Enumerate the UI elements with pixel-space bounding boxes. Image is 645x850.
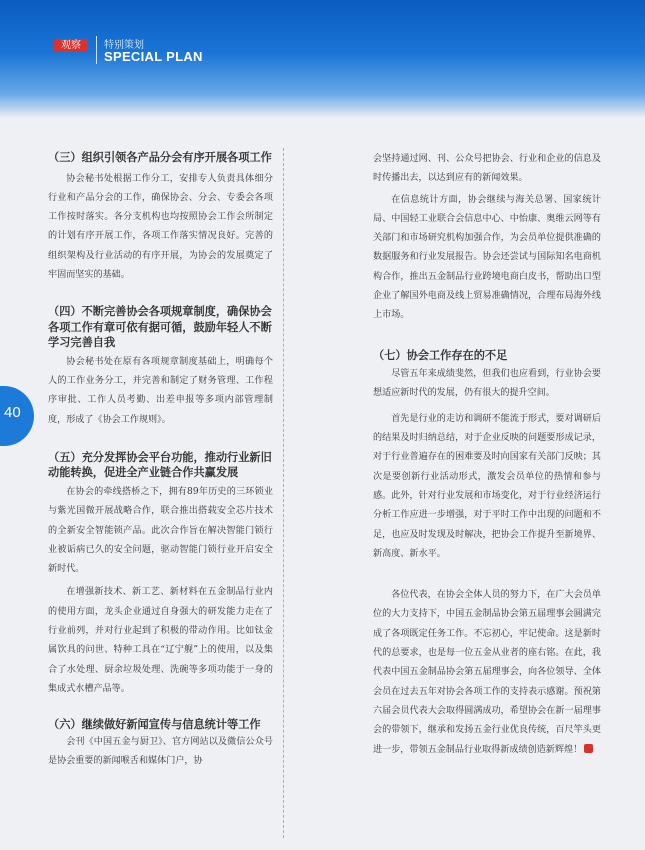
end-mark-icon xyxy=(584,744,593,753)
section-3-paragraph: 协会秘书处根据工作分工，安排专人负责具体细分行业和产品分会的工作，确保协会、分会、专委会各项工作按时落实。各分支机构也均按照协会工作会所制定的计划有序开展工作，各项工作落实情况良好。完善的组织架构及行业活动的有序开展，为协会的发展奠定了牢固而坚实的基础。 xyxy=(48,173,273,280)
section-6-paragraph-2: 在信息统计方面，协会继续与海关总署、国家统计局、中国轻工业联合会信息中心、中怡康、奥维云网等有关部门和市场研究机构加强合作，为会员单位提供准确的数据服务和行业发展报告。协会还尝试与国际知名电商机构合作，推出五金制品行业跨境电商白皮书，帮助出口型企业了解国外电商及线上贸易准确情况，合理布局海外线上市场。 xyxy=(373,194,601,321)
section-title-en: SPECIAL PLAN xyxy=(104,49,203,64)
section-7-heading: （七）协会工作存在的不足 xyxy=(373,347,508,362)
section-title-cn: 特别策划 xyxy=(104,40,144,51)
header-divider xyxy=(96,36,97,64)
section-tag: 观察 xyxy=(54,39,88,52)
right-column xyxy=(373,150,601,760)
section-4-paragraph: 协会秘书处在原有各项规章制度基础上，明确每个人的工作业务分工，并完善和制定了财务管理、工作程序审批、工作人员考勤、出差申报等多项内部管理制度，形成了《协会工作规则》。 xyxy=(48,356,273,425)
closing-paragraph xyxy=(373,586,601,760)
section-5-paragraph-1: 在协会的牵线搭桥之下，拥有89年历史的三环锁业与紫光国微开展战略合作，联合推出搭载安全芯片技术的全新安全智能锁产品。此次合作旨在解决智能门锁行业被诟病已久的安全问题，驱动智能门锁行业开启安全新时代。 xyxy=(48,486,273,575)
section-6-paragraph-1: 会刊《中国五金与厨卫》、官方网站以及微信公众号是协会重要的新闻喉舌和媒体门户，协 xyxy=(48,736,273,767)
section-3-heading: （三）组织引领各产品分会有序开展各项工作 xyxy=(48,150,272,164)
section-5-paragraph-2: 在增强新技术、新工艺、新材料在五金制品行业内的使用方面，龙头企业通过自身强大的研发能力走在了行业前列，并对行业起到了积极的带动作用。比如钛金属饮具的问世、特种工具在“辽宁舰”上的使用，以及集合了水处理、厨余垃圾处理、洗碗等多项功能于一身的集成式水槽产品等。 xyxy=(48,587,273,694)
section-5-heading: （五）充分发挥协会平台功能，推动行业新旧动能转换，促进全产业链合作共赢发展 xyxy=(48,449,272,480)
left-column xyxy=(48,150,273,771)
section-6-paragraph-1-continued: 会坚持通过网、刊、公众号把协会、行业和企业的信息及时传播出去，以达到应有的新闻效果。 xyxy=(373,154,601,184)
section-7-paragraph-2: 首先是行业的走访和调研不能流于形式，要对调研后的结果及时归纳总结，对于企业反映的问题要形成记录，对于行业普遍存在的困难要及时向国家有关部门反映；其次是要创新行业活动形式，激发会员单位的热情和参与感。此外，针对行业发展和市场变化，对于行业经济运行分析工作应进一步增强，对于平时工作中出现的问题和不足，也应及时发现及时解决，把协会工作提升至新境界、新高度、新水平。 xyxy=(373,413,601,559)
page-number: 40 xyxy=(4,404,21,421)
section-6-heading: （六）继续做好新闻宣传与信息统计等工作 xyxy=(48,717,261,732)
section-7-paragraph-1: 尽管五年来成绩斐然，但我们也应看到，行业协会要想适应新时代的发展，仍有很大的提升空间。 xyxy=(373,369,601,399)
section-4-heading: （四）不断完善协会各项规章制度，确保协会各项工作有章可依有据可循，鼓励年轻人不断学习完善自我 xyxy=(48,304,272,350)
closing-text: 各位代表，在协会全体人员的努力下，在广大会员单位的大力支持下，中国五金制品协会第五届理事会圆满完成了各项既定任务工作。不忘初心，牢记使命。这是新时代的总要求，也是每一位五金从业者的座右铭。在此，我代表中国五金制品协会第五届理事会，向各位领导、全体会员在过去五年对协会各项工作的支持表示感谢。预祝第六届会员代表大会取得圆满成功，希望协会在新一届理事会的带领下，继承和发扬五金行业优良传统，百尺竿头更进一步，带领五金制品行业取得新成绩创造新辉煌！ xyxy=(373,590,601,755)
column-divider xyxy=(283,148,284,838)
